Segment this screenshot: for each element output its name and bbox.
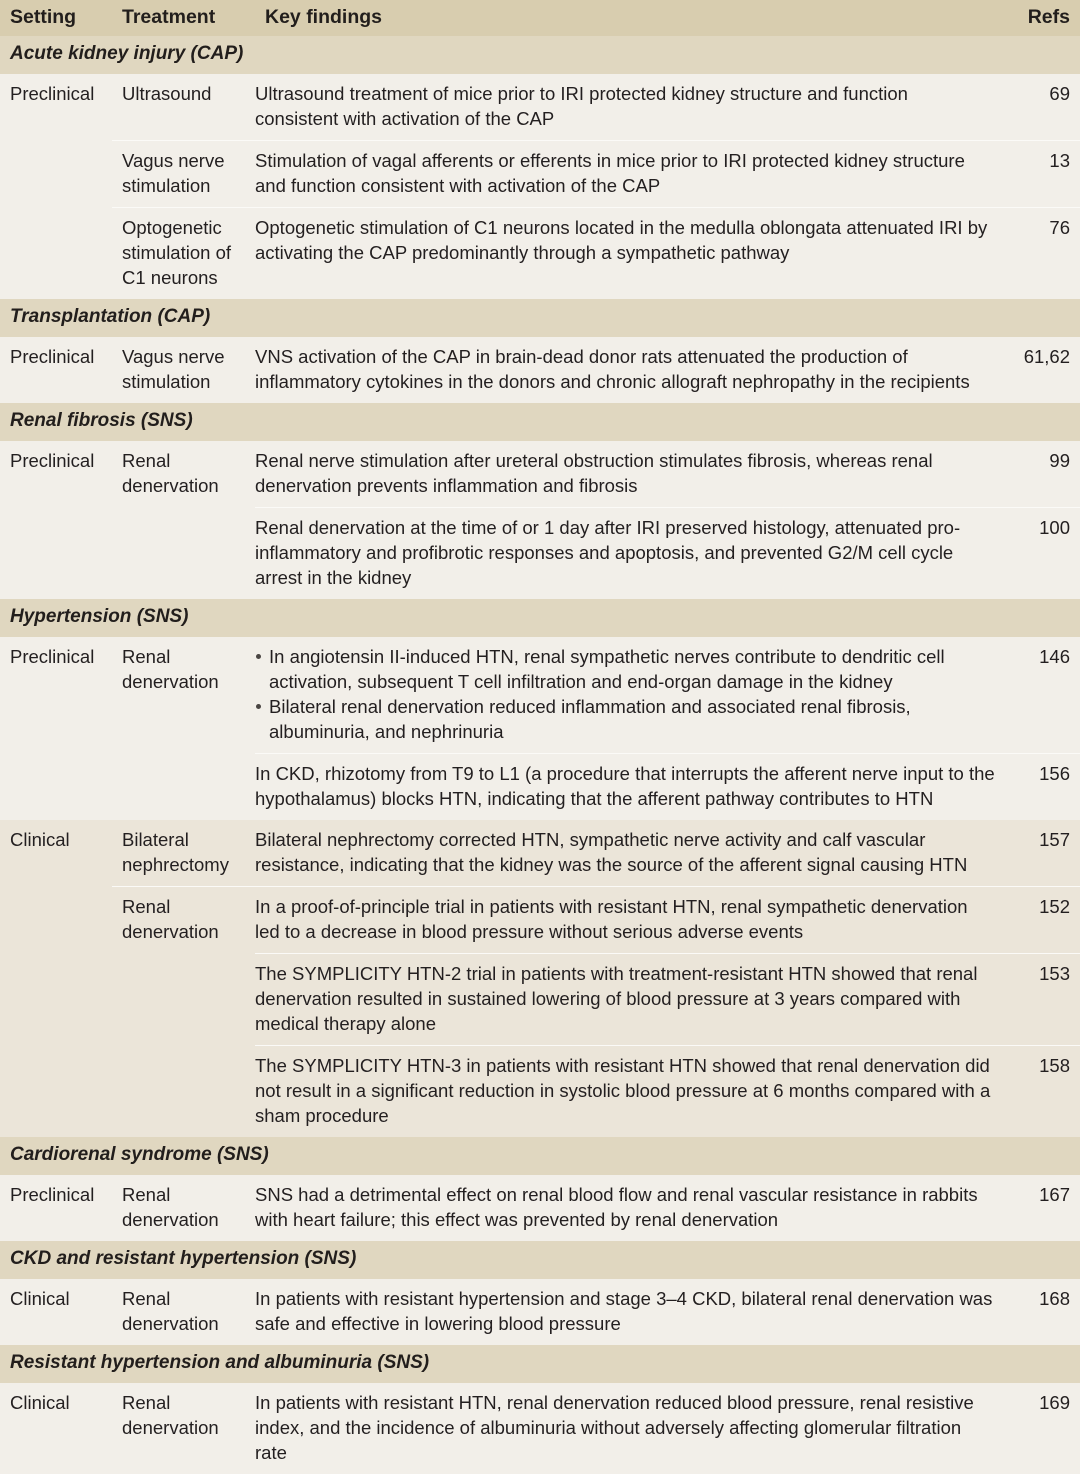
setting-cell xyxy=(0,1279,112,1345)
treatment-label: Renal denervation xyxy=(122,1288,219,1334)
column-header-findings: Key findings xyxy=(265,6,383,28)
findings-stack xyxy=(255,441,1080,599)
treatment-stack xyxy=(112,1279,1080,1345)
treatment-block xyxy=(112,637,1080,820)
treatment-label: Vagus nerve stimulation xyxy=(122,150,225,196)
refs-value: 69 xyxy=(1049,83,1070,104)
findings-text: In CKD, rhizotomy from T9 to L1 (a procedure that interrupts the afferent nerve input to the hypothalamus) blocks HTN, indicating that the afferent pathway contributes to HTN xyxy=(255,763,995,809)
findings-text: VNS activation of the CAP in brain-dead donor rats attenuated the production of inflammatory cytokines in the donors and chronic allograft nephropathy in the recipients xyxy=(255,346,970,392)
findings-cell xyxy=(255,337,1008,403)
findings-cell xyxy=(255,954,1008,1045)
findings-cell xyxy=(255,1279,1008,1345)
treatment-label: Bilateral nephrectomy xyxy=(122,829,229,875)
section-band xyxy=(0,1137,1080,1175)
findings-bullet-item: In angiotensin II-induced HTN, renal sympathetic nerves contribute to dendritic cell activation, subsequent T cell infiltration and end-organ damage in the kidney xyxy=(255,644,996,694)
setting-label: Preclinical xyxy=(10,646,95,667)
treatment-cell xyxy=(112,820,255,886)
treatment-cell xyxy=(112,637,255,820)
findings-text: Ultrasound treatment of mice prior to IRI protected kidney structure and function consistent with activation of the CAP xyxy=(255,83,908,129)
findings-cell xyxy=(255,141,1008,207)
treatment-label: Renal denervation xyxy=(122,1392,219,1438)
findings-bullet-item: Bilateral renal denervation reduced inflammation and associated renal fibrosis, albuminuria, and nephrinuria xyxy=(255,694,996,744)
treatment-cell xyxy=(112,441,255,599)
table-row-group xyxy=(0,1175,1080,1241)
table-row xyxy=(255,1175,1080,1241)
table-row xyxy=(255,337,1080,403)
findings-bullet-list xyxy=(255,644,996,744)
refs-value: 76 xyxy=(1049,217,1070,238)
column-header-setting: Setting xyxy=(10,6,77,28)
findings-cell xyxy=(255,208,1008,274)
treatment-stack xyxy=(112,441,1080,599)
section-title: Hypertension (SNS) xyxy=(10,606,189,627)
refs-value: 169 xyxy=(1039,1392,1070,1413)
treatment-label: Optogenetic stimulation of C1 neurons xyxy=(122,217,231,288)
section-band xyxy=(0,1241,1080,1279)
refs-value: 13 xyxy=(1049,150,1070,171)
treatment-block xyxy=(112,140,1080,207)
setting-cell xyxy=(0,74,112,299)
table-row xyxy=(255,753,1080,820)
treatment-cell xyxy=(112,1175,255,1241)
treatment-stack xyxy=(112,1175,1080,1241)
findings-text: The SYMPLICITY HTN-2 trial in patients with treatment-resistant HTN showed that renal denervation resulted in sustained lowering of blood pressure at 3 years compared with medical therapy alone xyxy=(255,963,978,1034)
setting-cell xyxy=(0,337,112,403)
findings-text: Optogenetic stimulation of C1 neurons located in the medulla oblongata attenuated IRI by activating the CAP predominantly through a sympathetic pathway xyxy=(255,217,988,263)
table-row xyxy=(255,208,1080,274)
treatment-cell xyxy=(112,74,255,140)
treatment-stack xyxy=(112,637,1080,820)
refs-cell xyxy=(1008,754,1080,820)
section-title: CKD and resistant hypertension (SNS) xyxy=(10,1248,357,1269)
treatment-block xyxy=(112,337,1080,403)
table-row-group xyxy=(0,820,1080,1137)
findings-text: Stimulation of vagal afferents or efferents in mice prior to IRI protected kidney structure and function consistent with activation of the CAP xyxy=(255,150,965,196)
findings-text: The SYMPLICITY HTN-3 in patients with resistant HTN showed that renal denervation did not result in a significant reduction in systolic blood pressure at 6 months compared with a sham procedure xyxy=(255,1055,991,1126)
treatment-label: Vagus nerve stimulation xyxy=(122,346,225,392)
treatment-block xyxy=(112,1175,1080,1241)
findings-stack xyxy=(255,1175,1080,1241)
table-row xyxy=(255,1279,1080,1345)
refs-value: 100 xyxy=(1039,517,1070,538)
refs-value: 152 xyxy=(1039,896,1070,917)
section-band xyxy=(0,403,1080,441)
refs-value: 167 xyxy=(1039,1184,1070,1205)
table-row xyxy=(255,141,1080,207)
treatment-stack xyxy=(112,820,1080,1137)
findings-text: In patients with resistant hypertension and stage 3–4 CKD, bilateral renal denervation was safe and effective in lowering blood pressure xyxy=(255,1288,993,1334)
table-row xyxy=(255,887,1080,953)
table-row xyxy=(255,820,1080,886)
treatment-label: Renal denervation xyxy=(122,896,219,942)
findings-text: SNS had a detrimental effect on renal blood flow and renal vascular resistance in rabbits with heart failure; this effect was prevented by renal denervation xyxy=(255,1184,978,1230)
refs-cell xyxy=(1008,820,1080,886)
setting-cell xyxy=(0,441,112,599)
table-row-group xyxy=(0,441,1080,599)
table-body xyxy=(0,36,1080,1474)
table-row-group xyxy=(0,637,1080,820)
findings-text: Renal denervation at the time of or 1 day after IRI preserved histology, attenuated pro-inflammatory and profibrotic responses and apoptosis, and prevented G2/M cell cycle arrest in the kidney xyxy=(255,517,961,588)
refs-cell xyxy=(1008,441,1080,507)
findings-text: Renal nerve stimulation after ureteral obstruction stimulates fibrosis, whereas renal denervation prevents inflammation and fibrosis xyxy=(255,450,933,496)
findings-stack xyxy=(255,637,1080,820)
table-row xyxy=(255,637,1080,753)
refs-cell xyxy=(1008,508,1080,599)
refs-value: 61,62 xyxy=(1023,346,1070,367)
treatment-cell xyxy=(112,1279,255,1345)
table-row xyxy=(255,1045,1080,1137)
treatment-stack xyxy=(112,74,1080,299)
treatment-cell xyxy=(112,141,255,207)
findings-stack xyxy=(255,887,1080,1137)
treatment-label: Renal denervation xyxy=(122,646,219,692)
findings-text: Bilateral nephrectomy corrected HTN, sympathetic nerve activity and calf vascular resistance, indicating that the kidney was the source of the afferent signal causing HTN xyxy=(255,829,968,875)
findings-stack xyxy=(255,208,1080,299)
treatment-block xyxy=(112,441,1080,599)
findings-cell xyxy=(255,74,1008,140)
section-band xyxy=(0,36,1080,74)
treatment-block xyxy=(112,74,1080,140)
refs-cell xyxy=(1008,954,1080,1045)
setting-label: Clinical xyxy=(10,1392,70,1413)
refs-cell xyxy=(1008,1046,1080,1137)
refs-cell xyxy=(1008,887,1080,953)
refs-cell xyxy=(1008,637,1080,753)
column-header-treatment: Treatment xyxy=(122,6,216,28)
findings-stack xyxy=(255,74,1080,140)
findings-text: In patients with resistant HTN, renal denervation reduced blood pressure, renal resistive index, and the incidence of albuminuria without adversely affecting glomerular filtration rate xyxy=(255,1392,974,1463)
table-row xyxy=(255,441,1080,507)
section-title: Renal fibrosis (SNS) xyxy=(10,410,193,431)
setting-label: Clinical xyxy=(10,1288,70,1309)
refs-cell xyxy=(1008,1279,1080,1345)
treatment-block xyxy=(112,207,1080,299)
treatment-label: Renal denervation xyxy=(122,1184,219,1230)
table-row xyxy=(255,953,1080,1045)
findings-cell xyxy=(255,1175,1008,1241)
section-band xyxy=(0,599,1080,637)
findings-text: In a proof-of-principle trial in patients with resistant HTN, renal sympathetic denervation led to a decrease in blood pressure without serious adverse events xyxy=(255,896,968,942)
treatment-label: Renal denervation xyxy=(122,450,219,496)
setting-label: Preclinical xyxy=(10,1184,95,1205)
refs-value: 146 xyxy=(1039,646,1070,667)
treatment-stack xyxy=(112,337,1080,403)
setting-cell xyxy=(0,820,112,1137)
setting-label: Preclinical xyxy=(10,83,95,104)
treatment-block xyxy=(112,1279,1080,1345)
findings-cell xyxy=(255,441,1008,507)
setting-label: Preclinical xyxy=(10,346,95,367)
table-row xyxy=(255,74,1080,140)
findings-cell xyxy=(255,820,1008,886)
refs-value: 156 xyxy=(1039,763,1070,784)
section-title: Transplantation (CAP) xyxy=(10,306,211,327)
refs-cell xyxy=(1008,1175,1080,1241)
findings-stack xyxy=(255,1279,1080,1345)
treatment-block xyxy=(112,820,1080,886)
findings-cell xyxy=(255,754,1008,820)
column-header-refs: Refs xyxy=(1027,6,1070,28)
table-row-group xyxy=(0,337,1080,403)
findings-cell xyxy=(255,1046,1008,1137)
setting-cell xyxy=(0,637,112,820)
treatment-cell xyxy=(112,887,255,1137)
treatment-cell xyxy=(112,337,255,403)
refs-value: 99 xyxy=(1049,450,1070,471)
section-title: Cardiorenal syndrome (SNS) xyxy=(10,1144,269,1165)
setting-cell xyxy=(0,1175,112,1241)
section-title: Resistant hypertension and albuminuria (SNS) xyxy=(10,1352,430,1373)
findings-cell xyxy=(255,637,1008,753)
findings-cell xyxy=(255,508,1008,599)
refs-cell xyxy=(1008,141,1080,207)
table-row-group xyxy=(0,1279,1080,1345)
table-header-row xyxy=(0,0,1080,36)
refs-value: 157 xyxy=(1039,829,1070,850)
findings-cell xyxy=(255,887,1008,953)
section-band xyxy=(0,1345,1080,1383)
treatment-label: Ultrasound xyxy=(122,83,212,104)
treatment-block xyxy=(112,886,1080,1137)
section-band xyxy=(0,299,1080,337)
refs-cell xyxy=(1008,74,1080,140)
table-row-group xyxy=(0,74,1080,299)
refs-value: 158 xyxy=(1039,1055,1070,1076)
refs-value: 153 xyxy=(1039,963,1070,984)
table-row xyxy=(255,507,1080,599)
setting-label: Preclinical xyxy=(10,450,95,471)
treatment-cell xyxy=(112,208,255,299)
section-title: Acute kidney injury (CAP) xyxy=(10,43,244,64)
refs-value: 168 xyxy=(1039,1288,1070,1309)
refs-cell xyxy=(1008,208,1080,274)
findings-stack xyxy=(255,141,1080,207)
refs-cell xyxy=(1008,337,1080,403)
setting-label: Clinical xyxy=(10,829,70,850)
findings-stack xyxy=(255,337,1080,403)
findings-stack xyxy=(255,820,1080,886)
